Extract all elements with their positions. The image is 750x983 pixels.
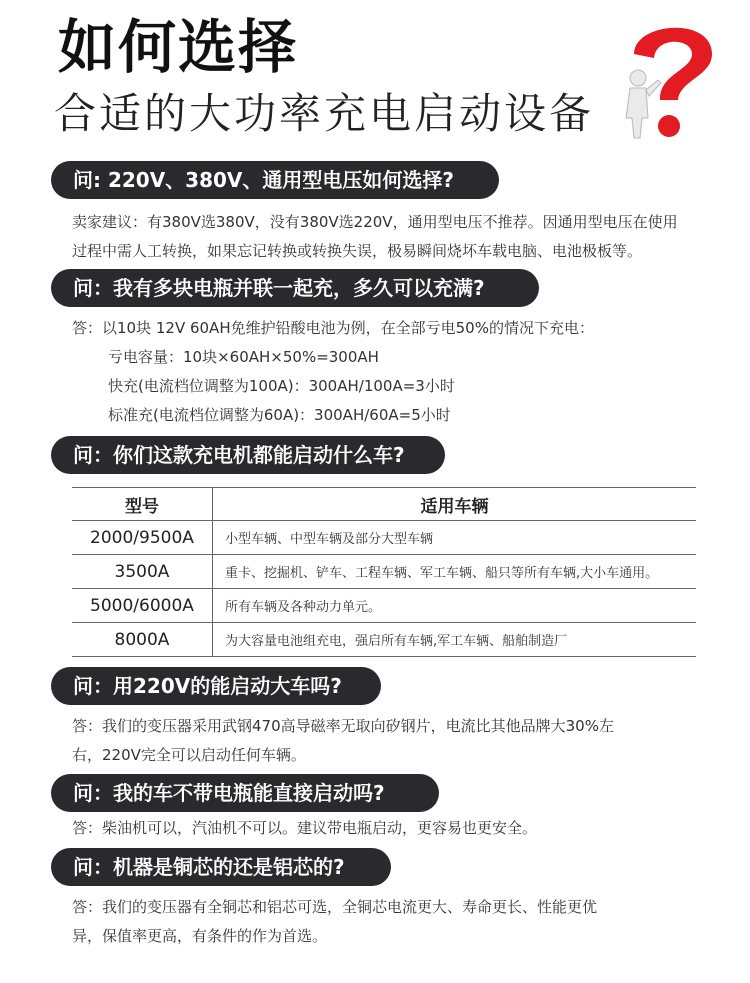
table-row <box>72 623 696 657</box>
table-row <box>72 589 696 623</box>
vehicles-cell: 重卡、挖掘机、铲车、工程车辆、军工车辆、船只等所有车辆,大小车通用。 <box>213 555 697 589</box>
answer-line: 快充(电流档位调整为100A)：300AH/100A=3小时 <box>108 377 455 395</box>
model-cell: 8000A <box>72 623 213 657</box>
faq-question-voltage: 问: 220V、380V、通用型电压如何选择? <box>51 161 499 199</box>
faq-answer-220v-large-vehicle <box>72 712 712 770</box>
model-cell: 5000/6000A <box>72 589 213 623</box>
page-subtitle: 合适的大功率充电启动设备 <box>54 89 595 138</box>
question-mark-figure-icon <box>612 14 722 144</box>
table-row <box>72 521 696 555</box>
answer-line: 答：我们的变压器采用武钢470高导磁率无取向矽钢片，电流比其他品牌大30%左 <box>72 717 614 735</box>
model-cell: 3500A <box>72 555 213 589</box>
faq-question-parallel-charge: 问：我有多块电瓶并联一起充，多久可以充满? <box>51 269 539 307</box>
answer-line: 答：以10块 12V 60AH免维护铅酸电池为例，在全部亏电50%的情况下充电： <box>72 319 594 337</box>
page-title: 如何选择 <box>58 13 299 81</box>
answer-line: 过程中需人工转换，如果忘记转换或转换失误，极易瞬间烧坏车载电脑、电池极板等。 <box>72 242 643 260</box>
faq-answer-copper-aluminum <box>72 893 712 951</box>
table-row <box>72 555 696 589</box>
faq-answer-no-battery-start <box>72 814 712 843</box>
answer-line: 右，220V完全可以启动任何车辆。 <box>72 746 306 764</box>
answer-line: 答：柴油机可以，汽油机不可以。建议带电瓶启动，更容易也更安全。 <box>72 819 538 837</box>
faq-answer-parallel-charge <box>72 314 712 430</box>
answer-line: 异，保值率更高，有条件的作为首选。 <box>72 927 328 945</box>
answer-line: 标准充(电流档位调整为60A)：300AH/60A=5小时 <box>108 406 451 424</box>
faq-question-no-battery-start: 问：我的车不带电瓶能直接启动吗? <box>51 774 439 812</box>
column-header-model: 型号 <box>72 488 213 521</box>
answer-line: 亏电容量：10块×60AH×50%=300AH <box>108 348 379 366</box>
faq-question-copper-aluminum: 问：机器是铜芯的还是铝芯的? <box>51 848 391 886</box>
column-header-vehicles: 适用车辆 <box>213 488 697 521</box>
vehicles-cell: 小型车辆、中型车辆及部分大型车辆 <box>213 521 697 555</box>
model-cell: 2000/9500A <box>72 521 213 555</box>
model-vehicle-table <box>72 487 696 657</box>
vehicles-cell: 所有车辆及各种动力单元。 <box>213 589 697 623</box>
answer-line: 卖家建议：有380V选380V，没有380V选220V，通用型电压不推荐。因通用型电压在使用 <box>72 213 678 231</box>
faq-question-vehicles: 问：你们这款充电机都能启动什么车? <box>51 436 445 474</box>
table-header-row <box>72 488 696 521</box>
answer-line: 答：我们的变压器有全铜芯和铝芯可选，全铜芯电流更大、寿命更长、性能更优 <box>72 898 598 916</box>
faq-question-220v-large-vehicle: 问：用220V的能启动大车吗? <box>51 667 381 705</box>
vehicles-cell: 为大容量电池组充电，强启所有车辆,军工车辆、船舶制造厂 <box>213 623 697 657</box>
faq-answer-voltage <box>72 208 712 266</box>
